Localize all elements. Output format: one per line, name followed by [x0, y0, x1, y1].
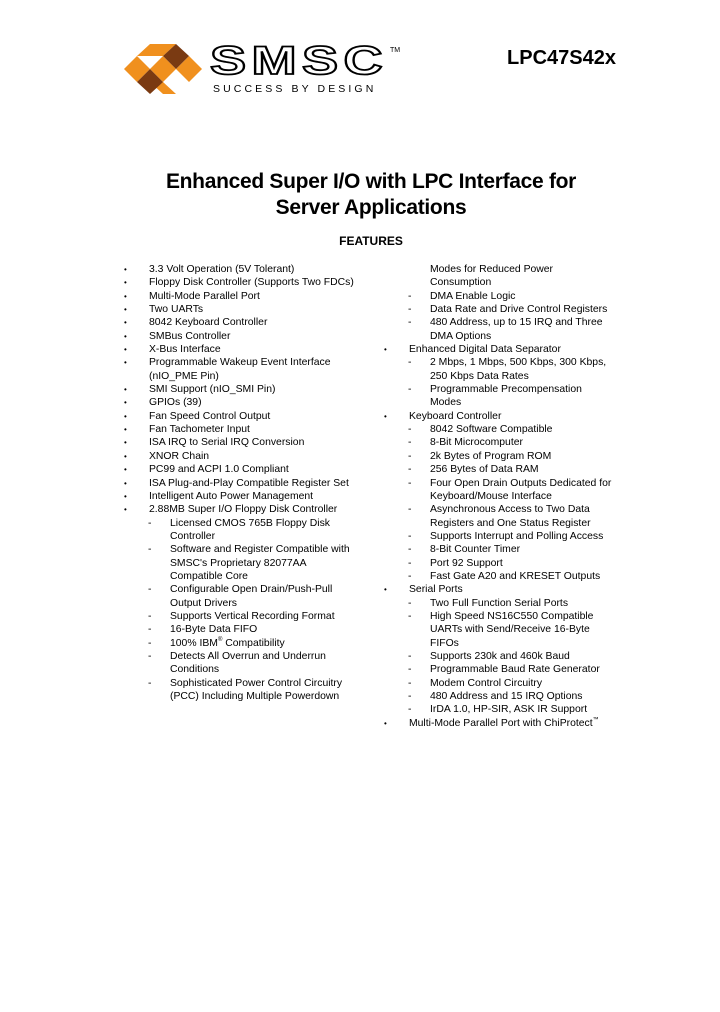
- subitem-line: Licensed CMOS 765B Floppy Disk: [170, 517, 330, 529]
- part-number: LPC47S42x: [507, 47, 616, 69]
- feature-subitem: [408, 477, 624, 504]
- bullet-icon: •: [124, 305, 127, 315]
- subitem-line: UARTs with Send/Receive 16-Byte: [430, 624, 590, 636]
- subitem-line: Programmable Precompensation: [430, 384, 582, 396]
- subitem-line: Keyboard/Mouse Interface: [430, 490, 552, 502]
- subitem-line: DMA Options: [430, 330, 492, 342]
- feature-subitem: [148, 583, 374, 610]
- feature-subitem: [408, 316, 624, 343]
- bullet-icon: •: [384, 345, 387, 355]
- subitem-line: Programmable Baud Rate Generator: [430, 664, 600, 676]
- feature-label: SMI Support (nIO_SMI Pin): [149, 384, 276, 396]
- feature-label: 2.88MB Super I/O Floppy Disk Controller: [149, 504, 338, 516]
- subitem-line: 2 Mbps, 1 Mbps, 500 Kbps, 300 Kbps,: [430, 357, 607, 369]
- feature-item: [124, 383, 374, 396]
- feature-item: [384, 410, 624, 423]
- dash-icon: -: [148, 677, 152, 689]
- feature-item: [124, 263, 374, 276]
- feature-item: [124, 423, 374, 436]
- bullet-icon: •: [384, 585, 387, 595]
- feature-subitem: [148, 543, 374, 583]
- feature-item: [384, 343, 624, 356]
- feature-item: [124, 330, 374, 343]
- bullet-icon: •: [124, 385, 127, 395]
- feature-item: [124, 276, 374, 289]
- feature-subitem: [148, 610, 374, 623]
- subitem-line: 480 Address and 15 IRQ Options: [430, 691, 583, 702]
- feature-item: [124, 463, 374, 476]
- subitem-line: Conditions: [170, 664, 220, 676]
- subitem-line: DMA Enable Logic: [430, 290, 516, 302]
- subitem-line: Supports 230k and 460k Baud: [430, 650, 570, 662]
- subitem-line: Sophisticated Power Control Circuitry: [170, 677, 343, 689]
- feature-item: [124, 450, 374, 463]
- feature-item: [124, 316, 374, 329]
- bullet-icon: •: [124, 331, 127, 341]
- subitem-line: Supports Vertical Recording Format: [170, 610, 335, 622]
- feature-label: ISA IRQ to Serial IRQ Conversion: [149, 437, 305, 449]
- feature-item: [124, 477, 374, 490]
- feature-subitem: [408, 690, 624, 703]
- feature-label: Fan Tachometer Input: [149, 424, 250, 436]
- feature-subitem: [408, 463, 624, 476]
- dash-icon: -: [148, 584, 152, 596]
- subitem-line: Asynchronous Access to Two Data: [430, 504, 590, 516]
- subitem-line: 8-Bit Counter Timer: [430, 544, 521, 556]
- feature-label: (nIO_PME Pin): [149, 370, 219, 382]
- dash-icon: -: [408, 450, 412, 462]
- feature-subitem: [408, 303, 624, 316]
- feature-subitem: [408, 356, 624, 383]
- dash-icon: -: [408, 304, 412, 316]
- feature-item: [124, 436, 374, 449]
- subitem-line: 8-Bit Microcomputer: [430, 437, 523, 449]
- dash-icon: -: [408, 691, 412, 702]
- feature-label: 8042 Keyboard Controller: [149, 317, 268, 329]
- feature-subitem: [148, 677, 374, 704]
- subitem-line: High Speed NS16C550 Compatible: [430, 610, 594, 622]
- bullet-icon: •: [124, 345, 127, 355]
- subitem-line: Modem Control Circuitry: [430, 677, 543, 689]
- feature-subitem: [408, 383, 624, 410]
- bullet-icon: •: [124, 278, 127, 288]
- brand-tagline: SUCCESS BY DESIGN: [213, 83, 377, 95]
- feature-item: [124, 503, 374, 516]
- bullet-icon: •: [384, 718, 387, 728]
- subitem-line: 8042 Software Compatible: [430, 424, 553, 436]
- feature-subitem: [408, 650, 624, 663]
- dash-icon: -: [148, 544, 152, 556]
- subitem-line: 256 Bytes of Data RAM: [430, 464, 539, 476]
- bullet-icon: •: [124, 478, 127, 488]
- dash-icon: -: [408, 704, 412, 716]
- feature-subitem: [408, 423, 624, 436]
- feature-label: Keyboard Controller: [409, 410, 502, 422]
- subitem-line: [170, 637, 374, 650]
- dash-icon: -: [408, 650, 412, 662]
- dash-icon: -: [148, 610, 152, 622]
- feature-label: Multi-Mode Parallel Port with ChiProtect: [409, 717, 593, 729]
- trademark-mark: ™: [592, 716, 599, 723]
- feature-subitem: [408, 677, 624, 690]
- feature-item: [124, 490, 374, 503]
- dash-icon: -: [408, 530, 412, 542]
- feature-subitem: [408, 290, 624, 303]
- bullet-icon: •: [124, 411, 127, 421]
- dash-icon: -: [408, 677, 412, 689]
- dash-icon: -: [148, 517, 152, 529]
- subitem-line: Data Rate and Drive Control Registers: [430, 304, 608, 316]
- dash-icon: -: [408, 570, 412, 582]
- feature-label: Programmable Wakeup Event Interface: [149, 357, 331, 369]
- subitem-line: Four Open Drain Outputs Dedicated for: [430, 477, 612, 489]
- feature-item: [384, 583, 624, 596]
- bullet-icon: •: [124, 265, 127, 274]
- feature-label: Multi-Mode Parallel Port: [149, 290, 260, 302]
- feature-item: [124, 356, 374, 369]
- feature-label: SMBus Controller: [149, 330, 231, 342]
- subitem-line: IrDA 1.0, HP-SIR, ASK IR Support: [430, 704, 588, 716]
- dash-icon: -: [408, 290, 412, 302]
- feature-label: Intelligent Auto Power Management: [149, 490, 314, 502]
- feature-subitem: [408, 436, 624, 449]
- bullet-icon: •: [124, 358, 127, 368]
- subitem-line: 16-Byte Data FIFO: [170, 624, 258, 636]
- subitem-line: FIFOs: [430, 637, 459, 649]
- feature-subitem: [148, 623, 374, 636]
- feature-subitem: [408, 450, 624, 463]
- smsc-wordmark: [210, 44, 400, 80]
- dash-icon: -: [408, 664, 412, 676]
- features-heading: FEATURES: [339, 234, 403, 248]
- dash-icon: -: [408, 504, 412, 516]
- bullet-icon: •: [124, 291, 127, 301]
- feature-item: [124, 410, 374, 423]
- ibm-suffix: Compatibility: [222, 637, 285, 649]
- feature-subitem: [408, 703, 624, 716]
- bullet-icon: •: [124, 491, 127, 501]
- subitem-line: (PCC) Including Multiple Powerdown: [170, 691, 340, 702]
- subitem-line: Registers and One Status Register: [430, 517, 591, 529]
- title-line: Server Applications: [275, 196, 467, 219]
- feature-label: ISA Plug-and-Play Compatible Register Set: [149, 477, 349, 489]
- registered-mark: ®: [217, 636, 223, 643]
- subitem-line: 2k Bytes of Program ROM: [430, 450, 552, 462]
- bullet-icon: •: [384, 411, 387, 421]
- page-header: [0, 0, 720, 110]
- feature-subitem: [408, 570, 624, 583]
- feature-label: GPIOs (39): [149, 397, 202, 409]
- dash-icon: -: [408, 424, 412, 436]
- dash-icon: -: [408, 597, 412, 609]
- subitem-continuation: Consumption: [430, 277, 492, 289]
- feature-item: [124, 303, 374, 316]
- dash-icon: -: [408, 544, 412, 556]
- subitem-line: Configurable Open Drain/Push-Pull: [170, 584, 333, 596]
- dash-icon: -: [408, 477, 412, 489]
- subitem-line: SMSC's Proprietary 82077AA: [170, 557, 307, 569]
- feature-subitem: [148, 637, 374, 650]
- subitem-line: Supports Interrupt and Polling Access: [430, 530, 604, 542]
- feature-label: XNOR Chain: [149, 450, 210, 462]
- dash-icon: -: [148, 637, 152, 649]
- subitem-line: Fast Gate A20 and KRESET Outputs: [430, 570, 601, 582]
- subitem-line: Port 92 Support: [430, 557, 503, 569]
- dash-icon: -: [148, 624, 152, 636]
- feature-label: X-Bus Interface: [149, 344, 221, 356]
- subitem-line: Compatible Core: [170, 570, 248, 582]
- subitem-line: Modes: [430, 397, 462, 409]
- feature-subitem: [408, 597, 624, 610]
- feature-item-continuation: [124, 370, 374, 383]
- title-line: Enhanced Super I/O with LPC Interface for: [165, 170, 577, 193]
- subitem-line: 480 Address, up to 15 IRQ and Three: [430, 317, 603, 329]
- bullet-icon: •: [124, 451, 127, 461]
- feature-label: Enhanced Digital Data Separator: [409, 344, 561, 356]
- subitem-line: Output Drivers: [170, 597, 237, 609]
- feature-item: [124, 396, 374, 409]
- features-right-column: [384, 263, 624, 730]
- ibm-prefix: 100% IBM: [170, 637, 218, 649]
- subitem-line: 250 Kbps Data Rates: [430, 370, 529, 382]
- dash-icon: -: [408, 317, 412, 329]
- feature-label: PC99 and ACPI 1.0 Compliant: [149, 464, 289, 476]
- smsc-logo-icon: [124, 44, 202, 94]
- feature-subitem: [408, 503, 624, 530]
- trademark-mark: TM: [390, 47, 400, 54]
- bullet-icon: •: [124, 425, 127, 435]
- subitem-continuation: Modes for Reduced Power: [430, 264, 554, 275]
- feature-subitem: [148, 517, 374, 544]
- bullet-icon: •: [124, 438, 127, 448]
- feature-label: Two UARTs: [149, 304, 204, 316]
- subitem-line: Two Full Function Serial Ports: [430, 597, 569, 609]
- feature-item: [124, 290, 374, 303]
- feature-item: [384, 717, 624, 730]
- feature-subitem: [408, 610, 624, 650]
- feature-item: [124, 343, 374, 356]
- feature-subitem: [148, 650, 374, 677]
- dash-icon: -: [408, 464, 412, 476]
- feature-label: Floppy Disk Controller (Supports Two FDCs): [149, 277, 354, 289]
- dash-icon: -: [408, 357, 412, 369]
- features-left-column: [124, 263, 374, 703]
- brand-name: SMSC: [210, 44, 388, 80]
- bullet-icon: •: [124, 398, 127, 408]
- dash-icon: -: [408, 610, 412, 622]
- document-title: [0, 169, 720, 221]
- subitem-line: Detects All Overrun and Underrun: [170, 650, 326, 662]
- bullet-icon: •: [124, 465, 127, 475]
- dash-icon: -: [408, 384, 412, 396]
- feature-subitem: [408, 557, 624, 570]
- bullet-icon: •: [124, 505, 127, 515]
- bullet-icon: •: [124, 318, 127, 328]
- feature-label: 3.3 Volt Operation (5V Tolerant): [149, 264, 295, 275]
- feature-subitem: [408, 543, 624, 556]
- feature-label: Fan Speed Control Output: [149, 410, 271, 422]
- subitem-line: Controller: [170, 530, 216, 542]
- feature-label: Serial Ports: [409, 584, 463, 596]
- feature-subitem: [408, 530, 624, 543]
- subitem-line: Software and Register Compatible with: [170, 544, 350, 556]
- dash-icon: -: [408, 557, 412, 569]
- feature-subitem: [408, 663, 624, 676]
- dash-icon: -: [408, 437, 412, 449]
- dash-icon: -: [148, 650, 152, 662]
